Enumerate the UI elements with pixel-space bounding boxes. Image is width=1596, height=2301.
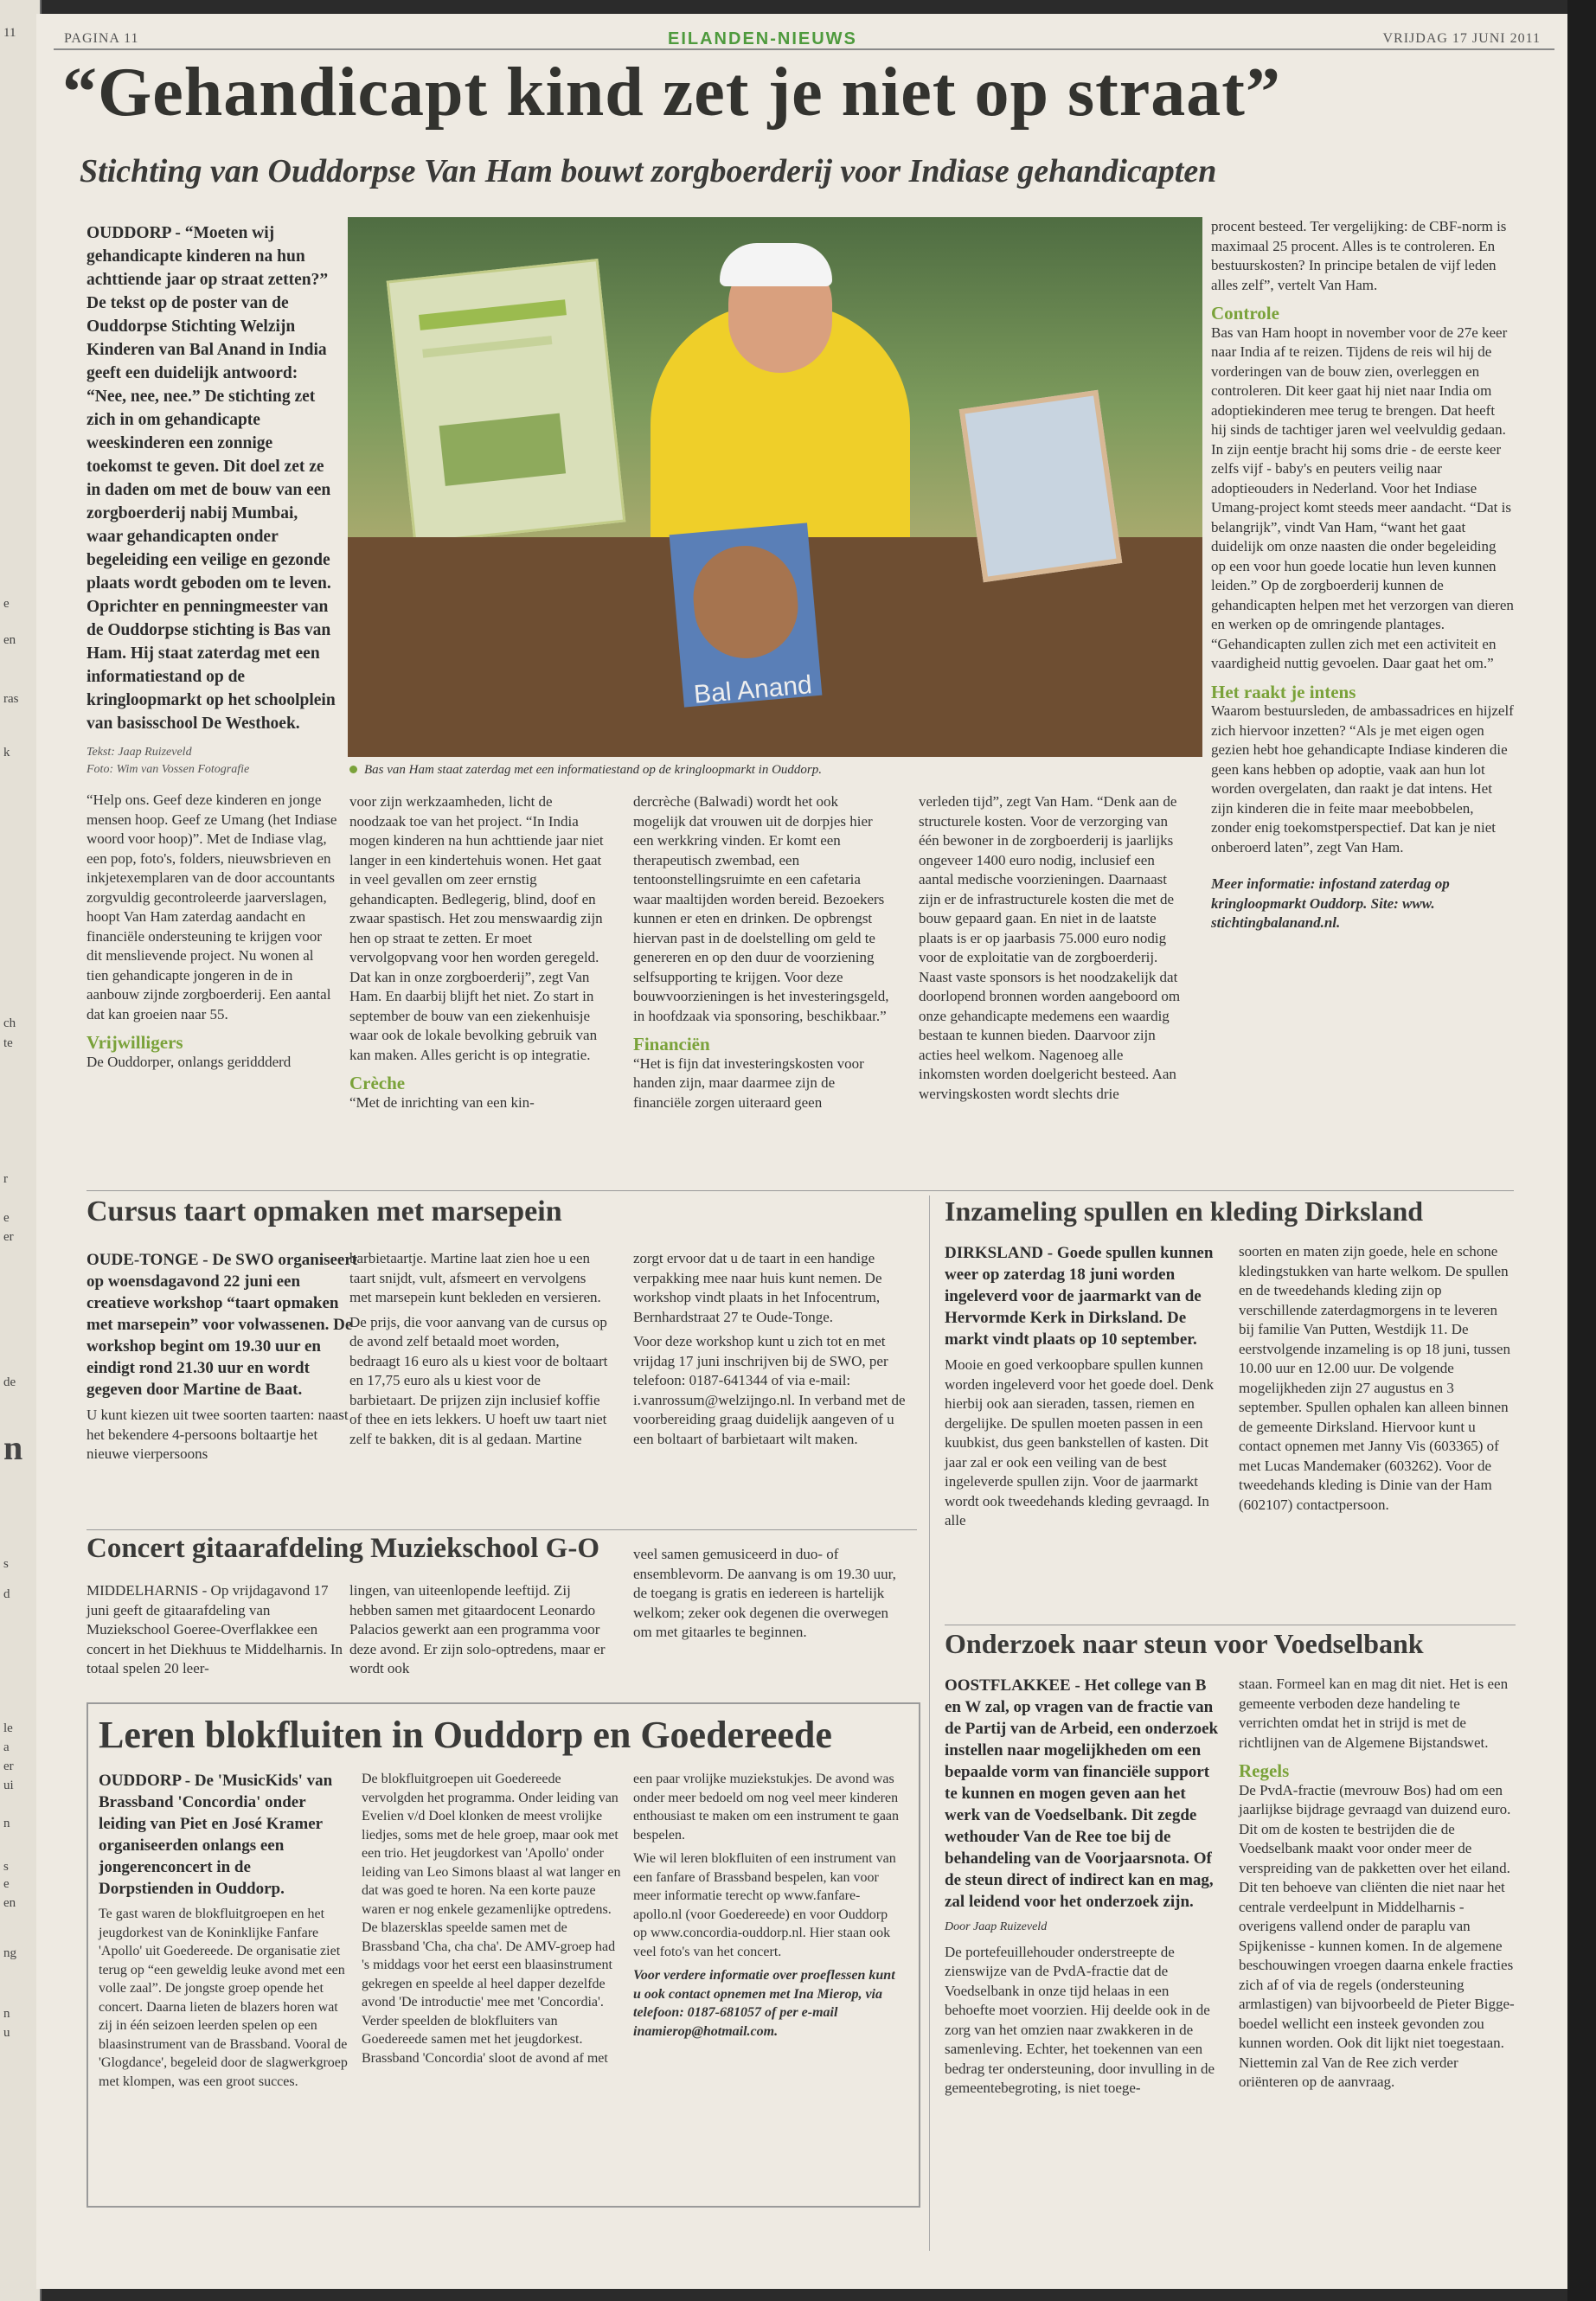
prev-page-fragment: n — [3, 2007, 10, 2021]
concert-headline: Concert gitaarafdeling Muziekschool G-O — [87, 1533, 600, 1564]
section-heading: Vrijwilligers — [87, 1032, 183, 1053]
page-right-edge — [1567, 0, 1596, 2301]
taart-body-2a: barbietaartje. Martine laat zien hoe u een taart snijdt, vult, afsmeert en vervolgens met marsepein kunt bekleden en versieren. — [349, 1250, 601, 1305]
previous-page-edge — [0, 0, 42, 2301]
dirksland-column-1 — [945, 1242, 1221, 1536]
prev-page-fragment: s — [3, 1860, 9, 1874]
taart-body-3a: zorgt ervoor dat u de taart in een handige verpakking mee naar huis kunt nemen. De workshop vindt plaats in het Infocentrum, Bernhardstraat 27 te Oude-Tonge. — [633, 1250, 882, 1325]
voedselbank-column-1 — [945, 1675, 1221, 2104]
blokfluit-intro: OUDDORP - De 'MusicKids' van Brassband 'Concordia' onder leiding van Piet en José Kramer organiseerden onlangs een jongerenconcert in de Dorpstienden in Ouddorp. — [99, 1772, 333, 1898]
taart-body-3b: Voor deze workshop kunt u zich tot en met vrijdag 17 juni inschrijven bij de SWO, per telefoon: 0187-641344 of via e-mail: i.vanrossum@welzijngo.nl. In verband met de voorbereiding graag duidelijk aangeven of u een boltaart of barbietaart wilt maken. — [633, 1333, 906, 1447]
newspaper-page — [36, 14, 1567, 2289]
section-heading: Het raakt je intens — [1211, 681, 1356, 702]
main-lead: OUDDORP - “Moeten wij gehandicapte kinderen na hun achttiende jaar op straat zetten?” De tekst op de poster van de Ouddorpse Stichting Welzijn Kinderen van Bal Anand in India geeft een duidelijk antwoord: “Nee, nee, nee.” De stichting zet zich in om gehandicapte weeskinderen een zonnige toekomst te geven. Dit doel zet ze in daden om met de bouw van een zorgboerderij nabij Mumbai, waar gehandicapten onder begeleiding een veilige en gezonde plaats wordt geboden om te leven. Oprichter en penningmeester van de Ouddorpse stichting is Bas van Ham. Hij staat zaterdag met een informatiestand op de kringloopmarkt op het schoolplein van basisschool De Westhoek. — [87, 224, 336, 733]
voedselbank-headline: Onderzoek naar steun voor Voedselbank — [945, 1628, 1424, 1659]
concert-body-3: veel samen gemusiceerd in duo- of ensemblevorm. De aanvang is om 19.30 uur, de toegang is gratis en iedereen is hartelijk welkom; zeker ook degenen die overwegen om met gitaarles te beginnen. — [633, 1546, 896, 1640]
newspaper-logo: EILANDEN-NIEUWS — [668, 29, 857, 48]
main-body-1b: “Help ons. Geef deze kinderen en jonge mensen hoop. Geef ze Umang (het Indiase woord voor hoop)”. Met de Indiase vlag, een pop, foto's, folders, nieuwsbrieven en inkjetexemplaren van de door accountants zorgvuldig gecontroleerde jaarverslagen, hoopt Van Ham zaterdag aandacht en financiële ondersteuning te krijgen voor dit menslievende project. Nu wonen al tien gehandicapte jongeren in de in aanbouw zijnde zorgboerderij. Een aantal dat kan groeien naar 55. — [87, 792, 337, 1022]
column-divider — [929, 1195, 930, 2251]
dirksland-body-1b: Mooie en goed verkoopbare spullen kunnen worden ingeleverd voor het goede doel. Denk hierbij ook aan sieraden, tassen, riemen en dergelijke. De spullen moeten passen in een kuubkist, dus geen bankstellen of kasten. Dit jaar zal er ook een veiling van de best ingeleverde spullen zijn. Voor de jaarmarkt wordt ook tweedehands kleding gevraagd. In alle — [945, 1356, 1215, 1529]
concert-body-2: lingen, van uiteenlopende leeftijd. Zij hebben samen met gitaardocent Leonardo Palacios gewerkt aan een programma voor deze avond. Er zijn solo-optredens, maar er wordt ook — [349, 1582, 606, 1676]
taart-body-1b: U kunt kiezen uit twee soorten taarten: naast het bekendere 4-persoons boltaartje het nieuwe vierpersoons — [87, 1407, 349, 1462]
prev-page-fragment: d — [3, 1587, 10, 1601]
prev-page-fragment: te — [3, 1036, 13, 1050]
main-body-4: verleden tijd”, zegt Van Ham. “Denk aan de structurele kosten. Voor de verzorging van één bewoner in de zorgboerderij is jaarlijks ongeveer 1400 euro nodig, inclusief een aantal medische voorzieningen. Daarnaast zijn er de infrastructurele kosten die met de bouw gepaard gaan. En niet in de laatste plaats is er op jaarbasis 75.000 euro nodig voor de exploitatie van de zorgboerderij. Naast vaste sponsors is het noodzakelijk dat doorlopend bronnen worden aangeboord om onze gehandicapte medemens een waardig bestaan te kunnen bieden. Daarvoor zijn acties heel welkom. Nagenoeg alle inkomsten worden doelgericht besteed. Aan wervingskosten wordt slechts drie — [919, 793, 1181, 1102]
dirksland-column-2 — [1239, 1242, 1516, 1520]
prev-page-fragment: de — [3, 1375, 16, 1389]
main-column-4 — [919, 792, 1187, 1109]
taart-body-2b: De prijs, die voor aanvang van de cursus op de avond zelf betaald moet worden, bedraagt 16 euro als u kiest voor de boltaart en 17,75 euro als u kiest voor de barbietaart. De prijzen zijn inclusief koffie of thee en iets lekkers. U hoeft uw taart niet zelf te bakken, dit is al gedaan. Martine — [349, 1313, 608, 1447]
main-info: Meer informatie: infostand zaterdag op kringloopmarkt Ouddorp. Site: www. stichtingbalanand.nl. — [1211, 875, 1450, 931]
blokfluit-body-3a: een paar vrolijke muziekstukjes. De avond was onder meer bedoeld om nog veel meer kinderen enthousiast te maken om een instrument te gaan bespelen. — [633, 1772, 900, 1843]
voedselbank-body-2b: De PvdA-fractie (mevrouw Bos) had om een jaarlijkse bijdrage gevraagd van duizend euro. Dit om de kosten te bestrijden die de Voedselbank maakt voor onder meer de verspreiding van de pakketten over het eiland. Dit ten behoeve van cliënten die niet naar het centrale verdeelpunt in Middelharnis - overigens vallend onder de paraplu van Spijkenisse - kunnen komen. In de algemene beschouwingen vroegen daarna enkele fracties zich af of via de regels (ondersteuning armlastigen) van bijvoorbeeld de Pieter Bigge-boedel wellicht een insteek gevonden zou kunnen worden. Ook dit lijkt niet toegestaan. Niettemin zal Van de Ree zich verder oriënteren op de aanvraag. — [1239, 1781, 1515, 2090]
main-body-3b: “Het is fijn dat investeringskosten voor handen zijn, maar daarmee zijn de financiële zorgen uiteraard geen — [633, 1054, 864, 1111]
prev-page-fragment: a — [3, 1740, 10, 1754]
photo-caption — [349, 763, 822, 778]
prev-page-fragment: e — [3, 1877, 10, 1891]
prev-page-fragment: en — [3, 1896, 16, 1910]
main-subhead: Stichting van Ouddorpse Van Ham bouwt zorgboerderij voor Indiase gehandicapten — [80, 153, 1217, 189]
prev-page-fragment: n — [3, 1817, 10, 1830]
divider — [87, 1529, 917, 1530]
masthead — [54, 14, 1554, 50]
credits — [87, 744, 337, 779]
bullet-icon — [349, 766, 357, 773]
voedselbank-byline: Door Jaap Ruizeveld — [945, 1920, 1048, 1933]
main-body-3: dercrèche (Balwadi) wordt het ook mogelijk dat vrouwen uit de dorpjes hier een werkkring vinden. Er komt een therapeutisch zwembad, een tentoonstellingsruimte en een cafetaria waar maaltijden worden bereid. Bezoekers kunnen er eten en drinken. De opbrengst hiervan past in de doelstelling om geld te genereren en op den duur de voorziening selfsupporting te krijgen. Voor deze bouwvoorzieningen is het investeringsgeld, in hoofdzaak via sponsoring, beschikbaar.” — [633, 793, 889, 1024]
prev-page-fragment: k — [3, 746, 10, 760]
prev-page-fragment: ng — [3, 1946, 16, 1960]
voedselbank-body-2a: staan. Formeel kan en mag dit niet. Het is een gemeente verboden deze handeling te verrichten omdat het in strijd is met de richtlijnen van de Algemene Bijstandswet. — [1239, 1676, 1509, 1751]
blokfluit-column-3 — [633, 1770, 901, 2046]
prev-page-fragment: 11 — [3, 26, 16, 40]
blokfluit-body-3c: Voor verdere informatie over proeflessen kunt u ook contact opnemen met Ina Mierop, via telefoon: 0187-681057 of per e-mail inamierop@hotmail.com. — [633, 1968, 895, 2039]
main-column-5 — [1211, 217, 1514, 939]
poster-image — [387, 259, 626, 544]
prev-page-fragment: ras — [3, 692, 19, 706]
prev-page-fragment: r — [3, 1172, 8, 1186]
section-heading: Crèche — [349, 1073, 406, 1093]
section-heading: Regels — [1239, 1760, 1290, 1781]
prev-page-fragment: u — [3, 2026, 10, 2040]
concert-column-3 — [633, 1545, 910, 1648]
main-body-5b: Bas van Ham hoopt in november voor de 27e keer naar India af te reizen. Tijdens de reis wil hij de vorderingen van de bouw zien, overleggen en controleren. Dit keer gaat hij niet naar India om adoptiekinderen mee terug te brengen. Dat heeft hij sinds de tachtiger jaren wel veelvuldig gedaan. In zijn eentje bracht hij soms drie - de eerste keer zelfs vijf - baby's en peuters veilig naar adoptieouders in Nederland. Voor het Indiase Umang-project komt steeds meer aandacht. “Dat is belangrijk”, vindt Van Ham, “want het gaat duidelijk om onze naasten die onder begeleiding op een voor hun goede locatie hun leven kunnen leiden.” Op de zorgboerderij kunnen de gehandicapten helpen met het verzorgen van dieren en werken op de omringende plantages. “Gehandicapten zullen zich met een activiteit en vaardigheid nuttig gevoelen. Daar gaat het om.” — [1211, 324, 1514, 671]
main-headline: “Gehandicapt kind zet je niet op straat” — [62, 54, 1281, 131]
photo-caption-text: Bas van Ham staat zaterdag met een informatiestand op de kringloopmarkt in Ouddorp. — [364, 763, 822, 777]
photo-frame — [959, 390, 1123, 583]
taart-headline: Cursus taart opmaken met marsepein — [87, 1195, 562, 1227]
prev-page-fragment: en — [3, 633, 16, 647]
voedselbank-column-2 — [1239, 1675, 1516, 2098]
section-heading: Controle — [1211, 303, 1279, 324]
main-body-2b: “Met de inrichting van een kin- — [349, 1093, 535, 1111]
credit-photo: Foto: Wim van Vossen Fotografie — [87, 763, 250, 776]
cap — [720, 243, 832, 286]
dirksland-headline: Inzameling spullen en kleding Dirksland — [945, 1195, 1424, 1227]
credit-text: Tekst: Jaap Ruizeveld — [87, 746, 192, 759]
prev-page-fragment: n — [3, 1428, 23, 1467]
prev-page-fragment: er — [3, 1230, 14, 1244]
concert-column-2 — [349, 1581, 609, 1684]
prev-page-fragment: ch — [3, 1016, 16, 1030]
prev-page-fragment: e — [3, 597, 10, 611]
main-photo — [348, 217, 1202, 757]
blokfluit-column-2 — [362, 1770, 621, 2073]
blokfluit-column-1 — [99, 1770, 349, 2096]
page-number: PAGINA 11 — [64, 31, 139, 46]
concert-column-1 — [87, 1581, 346, 1684]
main-body-2: voor zijn werkzaamheden, licht de noodzaak toe van het project. “In India mogen kinderen na hun achttiende jaar niet langer in een kindertehuis wonen. Het gaat in veel gevallen om zeer ernstig gehandicapten. Bedlegerig, blind, doof en zwaar spastisch. Het zou menswaardig zijn hen op straat te zetten. Er moet vervolgopvang voor hen worden geregeld. Dat kan in onze zorgboerderij”, zegt Van Ham. En daarbij blijft het niet. Zo start in september de bouw van een ziekenhuisje waar ook de lokale bevolking gebruik van kan maken. Alles gericht is op integratie. — [349, 793, 604, 1063]
main-body-5a: procent besteed. Ter vergelijking: de CBF-norm is maximaal 25 procent. Alles is te controleren. En bestuurskosten? In principe betalen de vijf leden alles zelf”, vertelt Van Ham. — [1211, 218, 1507, 293]
blokfluit-headline: Leren blokfluiten in Ouddorp en Goedereede — [99, 1714, 832, 1756]
voedselbank-body-1b: De portefeuillehouder onderstreepte de zienswijze van de PvdA-fractie dat de Voedselbank in onze tijd helaas in een behoefte moet voorzien. Hij deelde ook in de zorg van het omzien naar zwakkeren in de samenleving. Echter, het toekennen van een bedrag ter ondersteuning, door invulling in de gemeentebegroting, is niet toege- — [945, 1943, 1215, 2096]
issue-date: VRIJDAG 17 JUNI 2011 — [1382, 31, 1541, 46]
main-column-3 — [633, 792, 893, 1118]
section-heading: Financiën — [633, 1034, 710, 1054]
concert-body-1: MIDDELHARNIS - Op vrijdagavond 17 juni geeft de gitaarafdeling van Muziekschool Goeree-Overflakkee een concert in het Diekhuus te Middelharnis. In totaal spelen 20 leer- — [87, 1582, 343, 1676]
blokfluit-body-3b: Wie wil leren blokfluiten of een instrument van een fanfare of Brassband bespelen, kan voor meer informatie terecht op www.fanfare-apollo.nl (voor Goedereede) en voor Ouddorp op www.concordia-ouddorp.nl. Hier staan ook veel foto's van het concert. — [633, 1851, 896, 1959]
dirksland-body-2: soorten en maten zijn goede, hele en schone kledingstukken van harte welkom. De spullen en de tweedehands kleding zijn op verschillende zaterdagmorgens in te leveren bij familie Van Putten, Westdijk 11. De eerstvolgende inzameling is op 18 juni, tussen 10.00 uur en 12.00 uur. De volgende mogelijkheden zijn 27 augustus en 3 september. Spullen ophalen kan alleen binnen de gemeente Dirksland. Hiervoor kunt u contact opnemen met Janny Vis (603365) of met Lucas Mandemaker (603262). Voor de tweedehands kleding is Dinie van der Ham (602107) contactpersoon. — [1239, 1243, 1510, 1513]
prev-page-fragment: ui — [3, 1779, 14, 1792]
blokfluit-body-2: De blokfluitgroepen uit Goedereede vervolgden het programma. Onder leiding van Evelien v/d Doel klonken de meest vrolijke liedjes, soms met de hele groep, maar ook met een trio. Het jeugdorkest van 'Apollo' onder leiding van Leo Simons blaast al wat langer en dat was goed te horen. Na een korte pauze waren er nog enkele gezamenlijke optredens. De blazersklas speelde samen met de Brassband 'Cha, cha cha'. De AMV-groep had 's middags voor het eerst een blaasinstrument gekregen en speelde al heel dapper dezelfde avond 'De introductie' mee met 'Concordia'. Verder speelden de blokfluiters van Goedereede samen met het jeugdorkest. Brassband 'Concordia' sloot de avond af met — [362, 1772, 621, 2066]
divider — [87, 1190, 1514, 1191]
taart-column-1 — [87, 1249, 363, 1470]
book-title: Bal Anand — [692, 670, 813, 709]
voedselbank-intro: OOSTFLAKKEE - Het college van B en W zal, op vragen van de fractie van de Partij van de Arbeid, een onderzoek instellen naar mogelijkheden om een bepaalde vorm van financiële support te kunnen en mogen geven aan het werk van de Voedselbank. Dit zegde wethouder Van de Ree toe bij de behandeling van de Voorjaarsnota. Of de steun direct of indirect kan en mag, zal leidend voor het onderzoek zijn. — [945, 1676, 1219, 1911]
main-body-5c: Waarom bestuursleden, de ambassadrices en hijzelf zich hiervoor inzetten? “Als je met eigen ogen gezien hebt hoe gehandicapte Indiase kinderen die geen kans hebben op adoptie, vaak aan hun lot worden overgelaten, dan raakt je dat intens. Het zijn kinderen die in feite maar meebobbelen, zonder enig toekomstperspectief. Dat kan je niet onberoerd laten”, zegt Van Ham. — [1211, 702, 1514, 856]
prev-page-fragment: s — [3, 1557, 9, 1571]
taart-column-2 — [349, 1249, 609, 1454]
main-body-1c: De Ouddorper, onlangs geriddderd — [87, 1053, 292, 1070]
prev-page-fragment: le — [3, 1721, 13, 1735]
dirksland-intro: DIRKSLAND - Goede spullen kunnen weer op zaterdag 18 juni worden ingeleverd voor de jaarmarkt van de Hervormde Kerk in Dirksland. De markt vindt plaats op 10 september. — [945, 1244, 1214, 1349]
prev-page-fragment: er — [3, 1759, 14, 1773]
main-column-1 — [87, 221, 337, 1077]
taart-column-3 — [633, 1249, 910, 1454]
blokfluit-body-1b: Te gast waren de blokfluitgroepen en het jeugdorkest van de Koninklijke Fanfare 'Apollo' uit Goedereede. De organisatie ziet terug op “een geweldig leuke avond met een volle zaal”. De jongste groep opende het concert. Daarna lieten de blazers horen wat zij in één seizoen leerden spelen op een blaasinstrument van de Brassband. Vooral de 'Glogdance', begeleid door de slagwerkgroep met klompen, was een groot succes. — [99, 1907, 348, 2089]
taart-intro: OUDE-TONGE - De SWO organiseert op woensdagavond 22 juni een creatieve workshop “taart opmaken met marsepein” voor volwassenen. De workshop begint om 19.30 uur en eindigt rond 21.30 uur en wordt gegeven door Martine de Baat. — [87, 1251, 358, 1399]
main-column-2 — [349, 792, 609, 1118]
prev-page-fragment: e — [3, 1211, 10, 1225]
